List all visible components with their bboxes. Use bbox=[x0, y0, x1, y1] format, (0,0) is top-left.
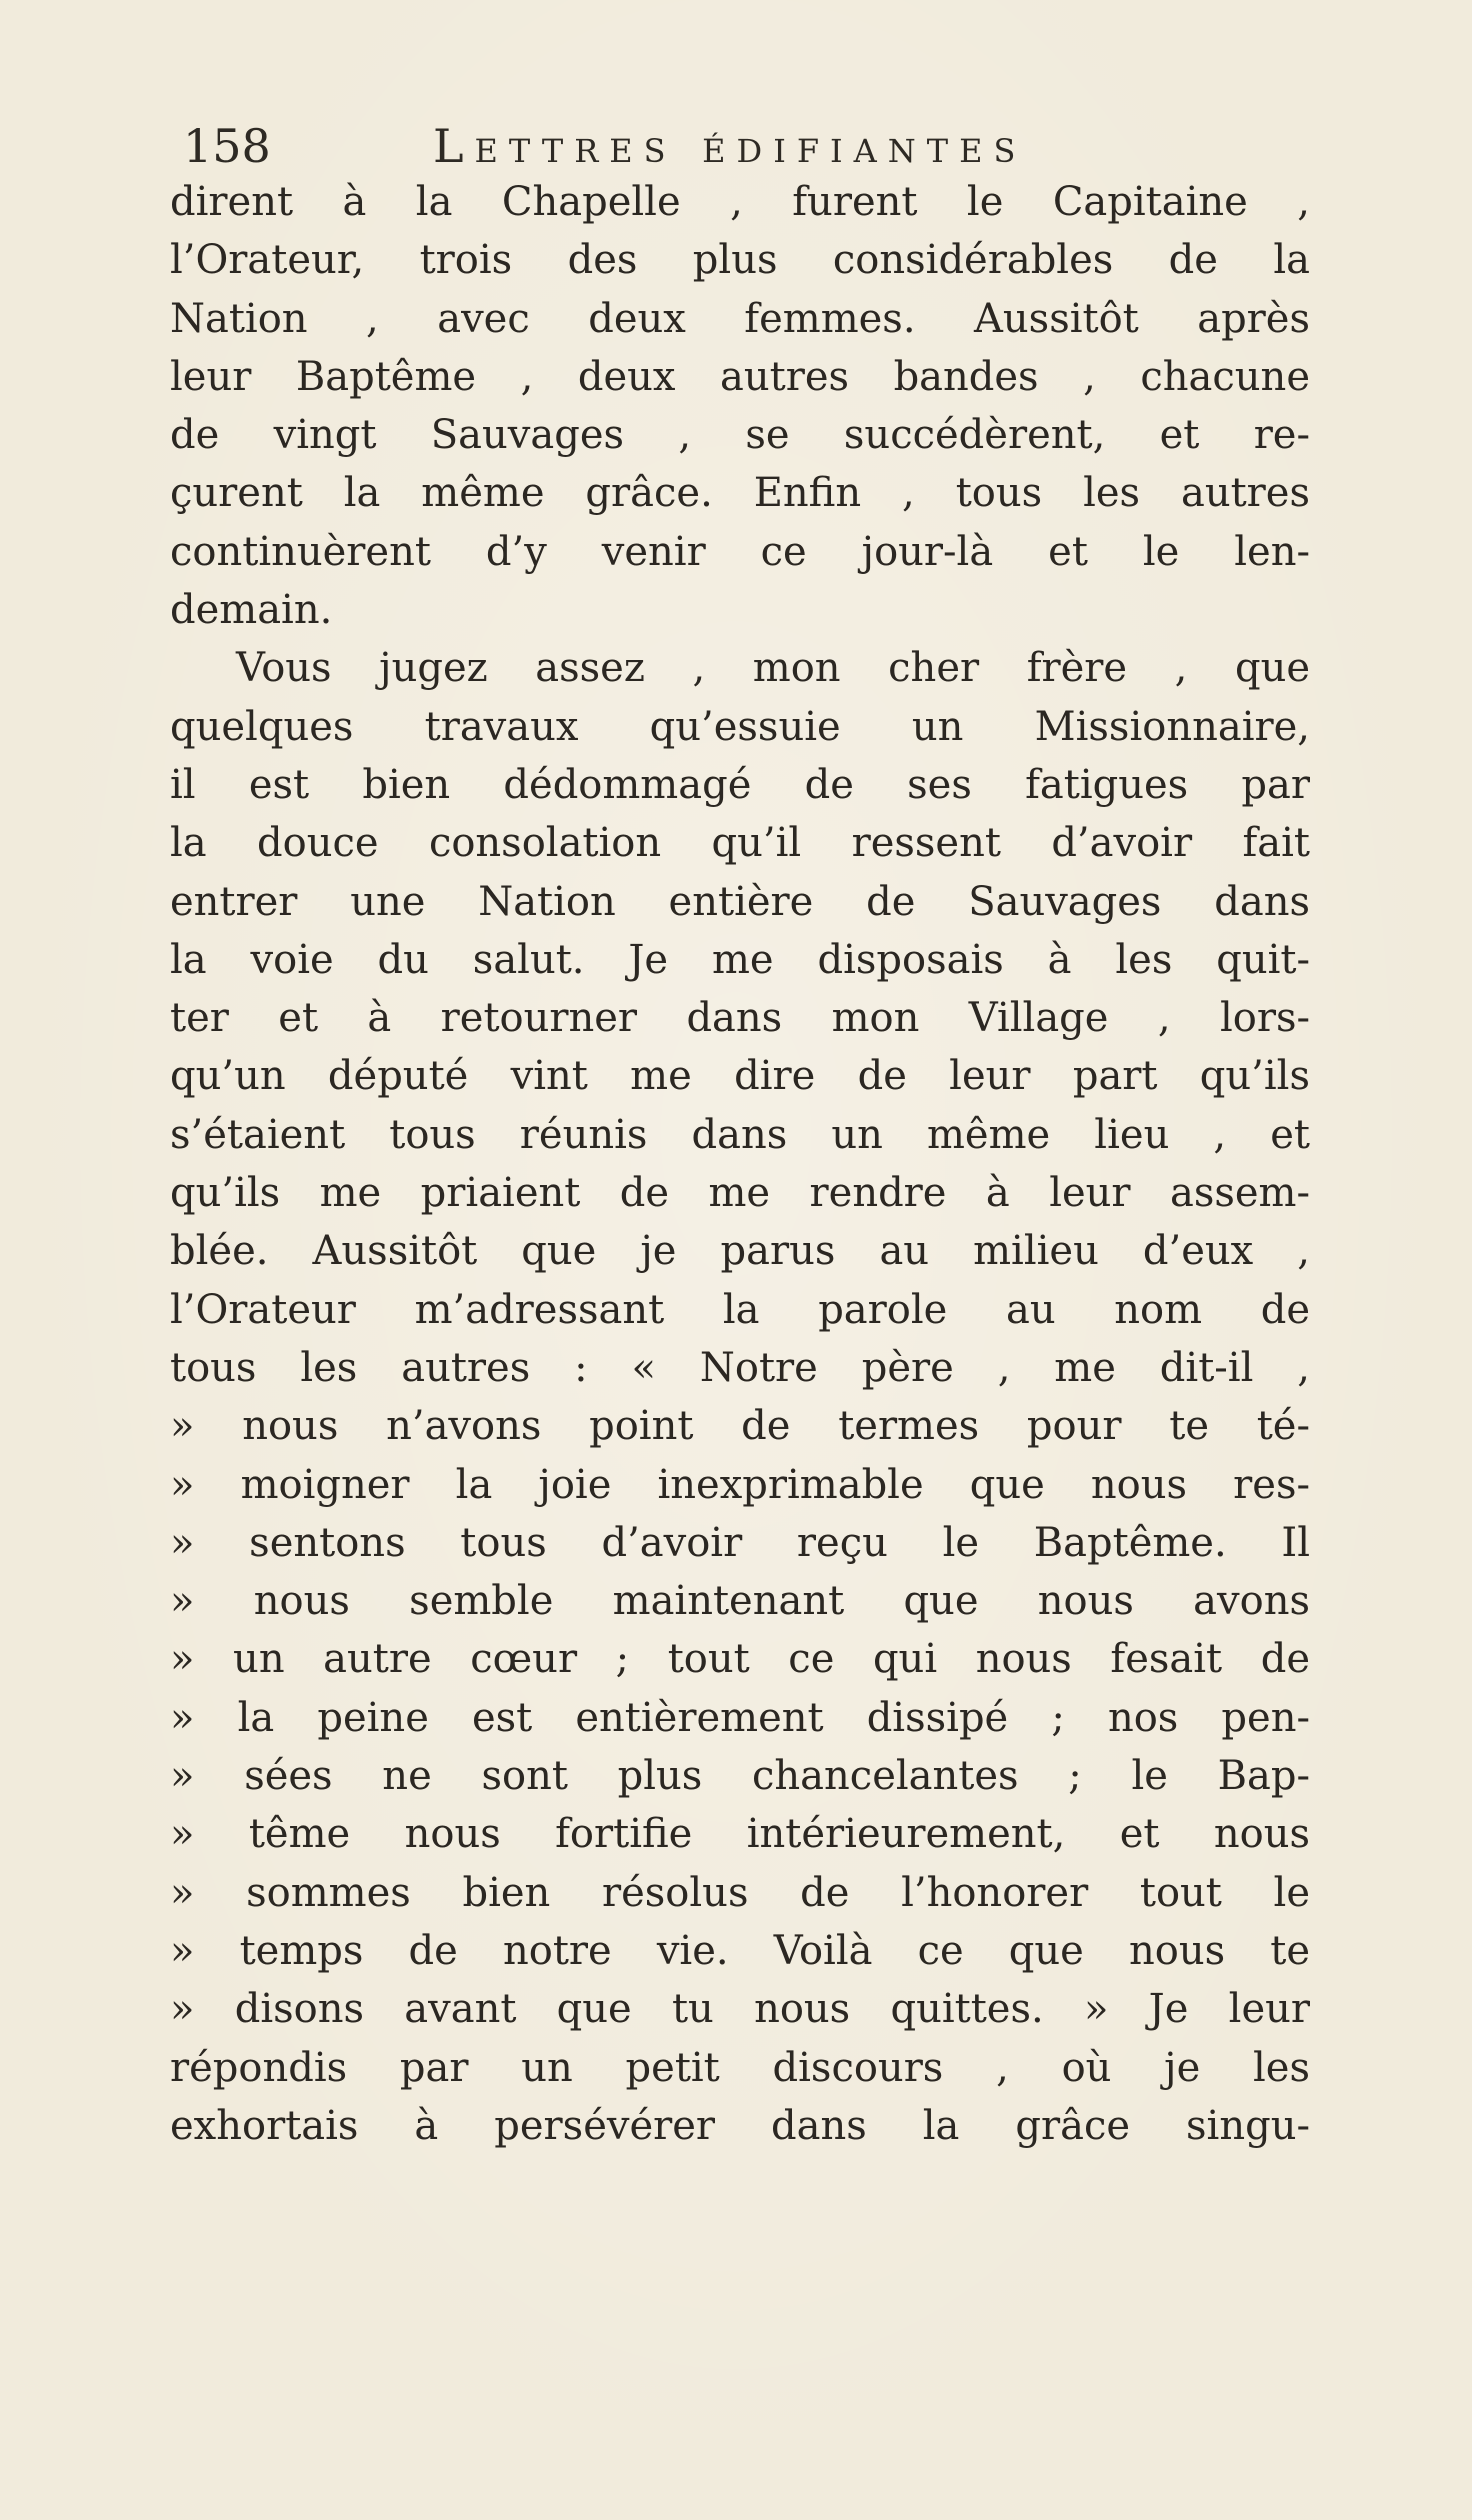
text-line: l’Orateur, trois des plus considérables de la bbox=[170, 237, 1310, 284]
quote-line: » sommes bien résolus de l’honorer tout le bbox=[170, 1869, 1310, 1916]
running-title: Lettres édifiantes bbox=[433, 119, 1027, 173]
quote-line: » un autre cœur ; tout ce qui nous fesait de bbox=[170, 1636, 1310, 1683]
quote-line: » tême nous fortifie intérieurement, et nous bbox=[170, 1811, 1310, 1858]
page-header bbox=[183, 118, 1313, 178]
text-line: demain. bbox=[170, 587, 333, 634]
quote-line: » disons avant que tu nous quittes. » Je leur bbox=[170, 1986, 1310, 2033]
quote-line: » nous n’avons point de termes pour te té- bbox=[170, 1403, 1310, 1450]
quote-line: » sées ne sont plus chancelantes ; le Bap- bbox=[170, 1753, 1310, 1800]
body-text bbox=[170, 173, 1310, 2155]
quote-line: » la peine est entièrement dissipé ; nos pen- bbox=[170, 1694, 1310, 1741]
text-line: continuèrent d’y venir ce jour-là et le len- bbox=[170, 528, 1310, 575]
page-number: 158 bbox=[183, 119, 271, 173]
text-line: s’étaient tous réunis dans un même lieu , et bbox=[170, 1111, 1310, 1158]
text-line: leur Baptême , deux autres bandes , chacune bbox=[170, 353, 1310, 400]
quote-line: » moigner la joie inexprimable que nous res- bbox=[170, 1461, 1310, 1508]
text-line: qu’un député vint me dire de leur part qu’ils bbox=[170, 1053, 1310, 1100]
text-line: ter et à retourner dans mon Village , lors- bbox=[170, 995, 1310, 1042]
text-line: il est bien dédommagé de ses fatigues par bbox=[170, 761, 1310, 808]
text-line: la voie du salut. Je me disposais à les quit- bbox=[170, 936, 1310, 983]
quote-line: » sentons tous d’avoir reçu le Baptême. Il bbox=[170, 1519, 1310, 1566]
text-line: blée. Aussitôt que je parus au milieu d’eux , bbox=[170, 1228, 1310, 1275]
text-line: répondis par un petit discours , où je les bbox=[170, 2044, 1310, 2091]
text-line: tous les autres : « Notre père , me dit-il , bbox=[170, 1344, 1310, 1391]
text-line: Nation , avec deux femmes. Aussitôt après bbox=[170, 295, 1310, 342]
text-line: exhortais à persévérer dans la grâce singu- bbox=[170, 2102, 1310, 2149]
text-line: çurent la même grâce. Enfin , tous les autres bbox=[170, 470, 1310, 517]
text-line: qu’ils me priaient de me rendre à leur assem- bbox=[170, 1170, 1310, 1217]
quote-line: » nous semble maintenant que nous avons bbox=[170, 1578, 1310, 1625]
text-line: la douce consolation qu’il ressent d’avoir fait bbox=[170, 820, 1310, 867]
text-line: quelques travaux qu’essuie un Missionnaire, bbox=[170, 703, 1310, 750]
text-line: l’Orateur m’adressant la parole au nom de bbox=[170, 1286, 1310, 1333]
text-line: entrer une Nation entière de Sauvages dans bbox=[170, 878, 1310, 925]
text-line: de vingt Sauvages , se succédèrent, et re- bbox=[170, 412, 1310, 459]
quote-line: » temps de notre vie. Voilà ce que nous te bbox=[170, 1927, 1310, 1974]
paragraph-start-line: Vous jugez assez , mon cher frère , que bbox=[236, 645, 1310, 692]
text-line: dirent à la Chapelle , furent le Capitaine , bbox=[170, 179, 1310, 225]
